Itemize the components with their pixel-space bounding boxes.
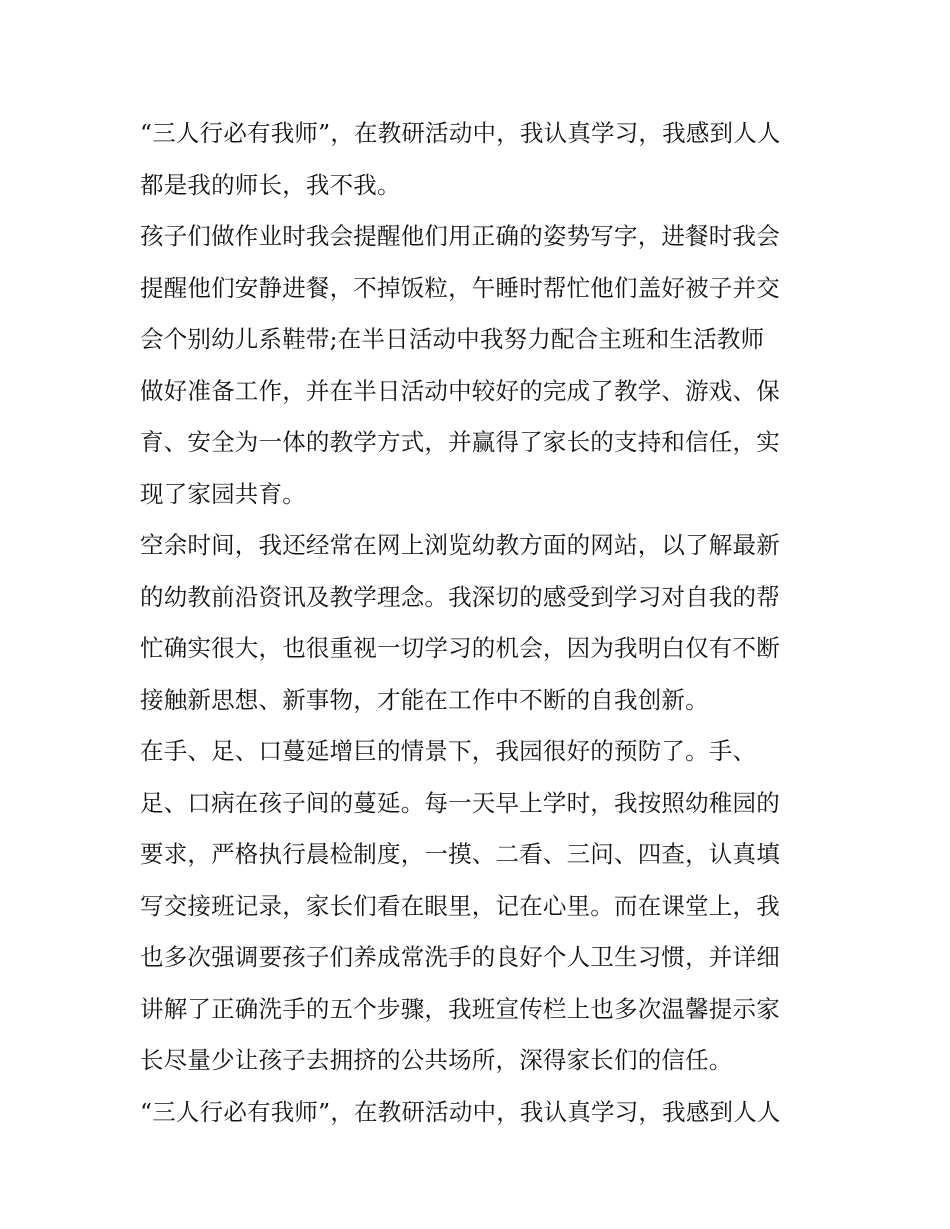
text-line: 讲解了正确洗手的五个步骤，我班宣传栏上也多次温馨提示家 [140, 994, 780, 1023]
text-line: 都是我的师长，我不我。 [140, 170, 401, 199]
text-line: 孩子们做作业时我会提醒他们用正确的姿势写字，进餐时我会 [140, 222, 780, 250]
text-line: 提醒他们安静进餐，不掉饭粒，午睡时帮忙他们盖好被子并交 [140, 273, 780, 302]
paragraph-4 [140, 726, 820, 1087]
paragraph-2 [140, 211, 820, 520]
text-line: 写交接班记录，家长们看在眼里，记在心里。而在课堂上，我 [140, 891, 780, 920]
text-line: 做好准备工作，并在半日活动中较好的完成了教学、游戏、保 [140, 376, 780, 405]
text-line: 接触新思想、新事物，才能在工作中不断的自我创新。 [140, 685, 709, 714]
paragraph-3 [140, 520, 820, 726]
text-line: 在手、足、口蔓延增巨的情景下，我园很好的预防了。手、 [140, 737, 757, 765]
text-line: 长尽量少让孩子去拥挤的公共场所，深得家长们的信任。 [140, 1046, 733, 1074]
text-line: 空余时间，我还经常在网上浏览幼教方面的网站，以了解最新 [140, 531, 780, 559]
text-line: 要求，严格执行晨检制度，一摸、二看、三问、四查，认真填 [140, 840, 780, 868]
text-line: 育、安全为一体的教学方式，并赢得了家长的支持和信任，实 [140, 428, 780, 456]
text-line: 忙确实很大，也很重视一切学习的机会，因为我明白仅有不断 [140, 634, 780, 662]
text-line: 现了家园共育。 [140, 479, 306, 508]
paragraph-1 [140, 108, 820, 211]
text-line: “三人行必有我师”，在教研活动中，我认真学习，我感到人人 [140, 1097, 781, 1126]
text-line: 足、口病在孩子间的蔓延。每一天早上学时，我按照幼稚园的 [140, 788, 780, 817]
text-line: “三人行必有我师”，在教研活动中，我认真学习，我感到人人 [140, 119, 781, 147]
paragraph-5 [140, 1087, 820, 1139]
text-line: 会个别幼儿系鞋带;在半日活动中我努力配合主班和生活教师 [140, 325, 765, 353]
text-line: 的幼教前沿资讯及教学理念。我深切的感受到学习对自我的帮 [140, 582, 780, 611]
body-text [140, 108, 820, 1138]
text-line: 也多次强调要孩子们养成常洗手的良好个人卫生习惯，并详细 [140, 943, 780, 971]
